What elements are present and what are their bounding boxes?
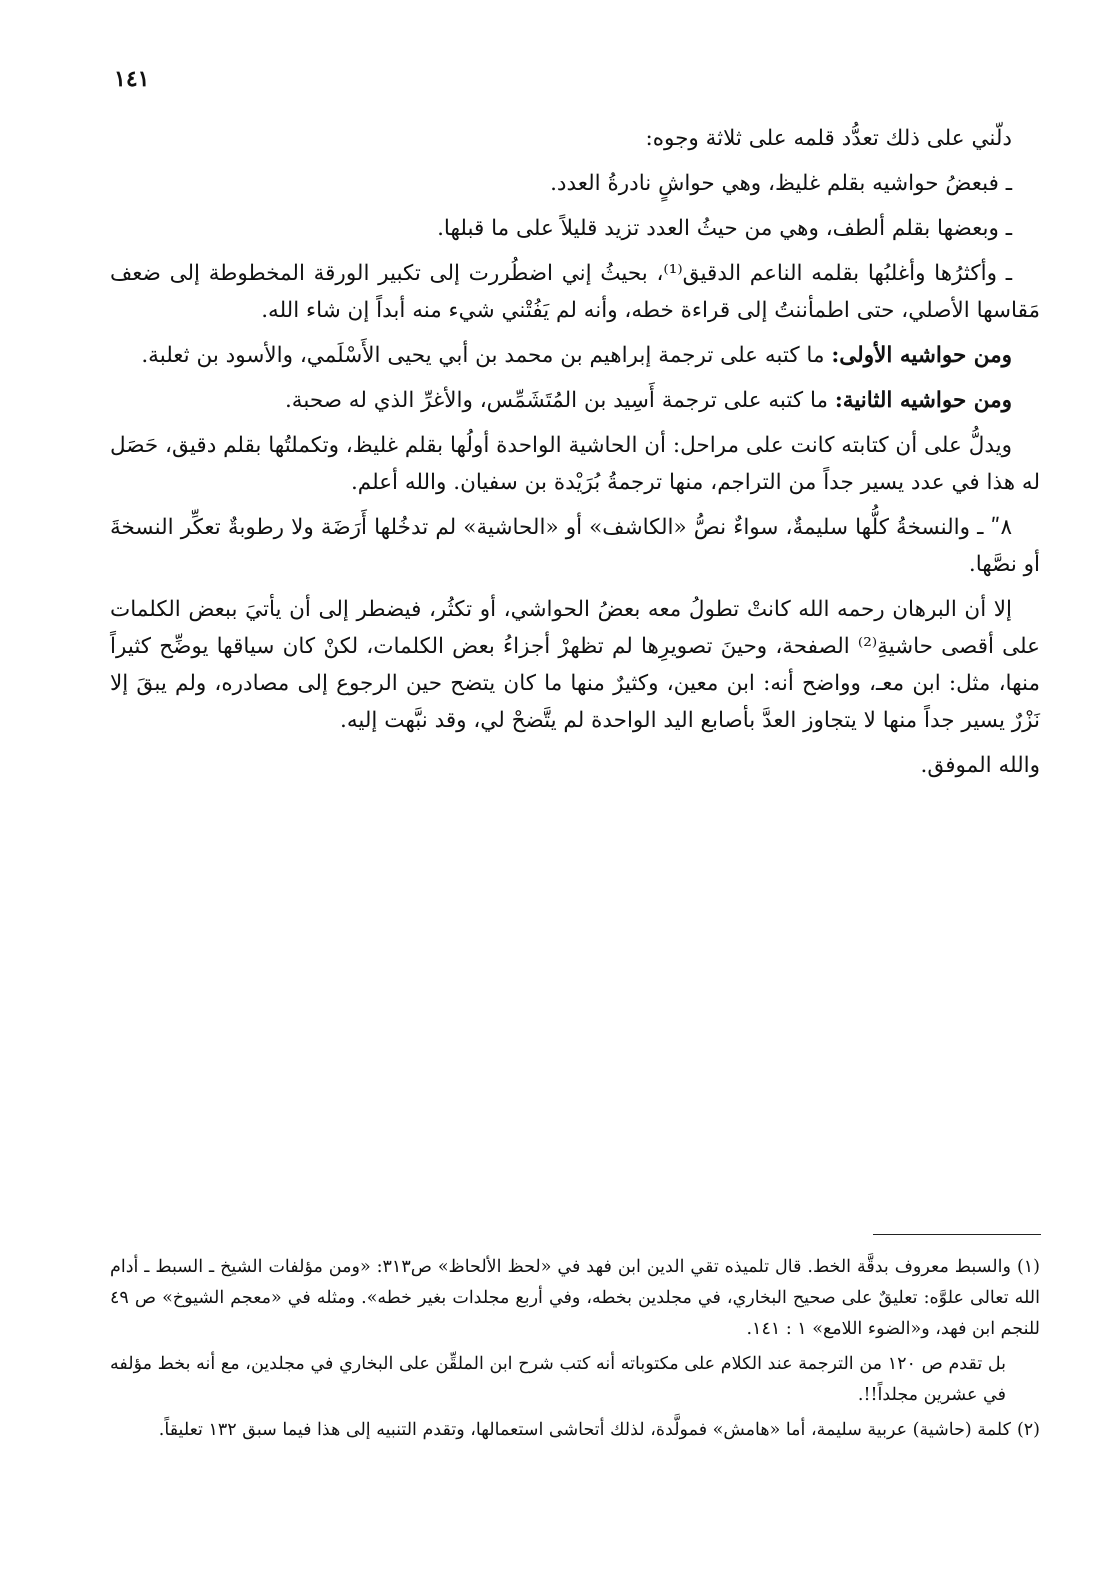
footnote-2 [110, 1415, 1040, 1446]
paragraph-4: ـ وأكثرُها وأغلبُها بقلمه الناعم الدقيق⁽¹⁾، بحيثُ إني اضطُررت إلى تكبير الورقة المخطوطة إلى ضعف مَقاسها الأصلي، حتى اطمأننتُ إلى قراءة خطه، وأنه لم يَفُتْني شيء منه أبداً إن شاء الله. [110, 261, 1040, 323]
paragraph-5-heading: ومن حواشيه الأولى: [831, 343, 1012, 368]
footnote-1 [110, 1252, 1040, 1345]
footnote-1-text: والسبط معروف بدقَّة الخط. قال تلميذه تقي الدين ابن فهد في «لحظ الألحاظ» ص٣١٣: «ومن مؤلفات الشيخ ـ السبط ـ أدام الله تعالى علوَّه: تعليقٌ على صحيح البخاري، في مجلدين بخطه، وفي أربع مجلدات بغير خطه». ومثله في «معجم الشيوخ» ص ٤٩ للنجم ابن فهد، و«الضوء اللامع» ١ : ١٤١. [110, 1257, 1040, 1339]
page-number: ١٤١ [114, 66, 150, 92]
footnote-2-text: كلمة (حاشية) عربية سليمة، أما «هامش» فمولَّدة، لذلك أتحاشى استعمالها، وتقدم التنبيه إلى هذا فيما سبق ١٣٢ تعليقاً. [158, 1420, 1011, 1440]
paragraph-9: إلا أن البرهان رحمه الله كانتْ تطولُ معه بعضُ الحواشي، أو تكثُر، فيضطر إلى أن يأتيَ ببعض الكلمات على أقصى حاشيةِ⁽²⁾ الصفحة، وحينَ تصويرِها لم تظهرْ أجزاءُ بعض الكلمات، لكنْ كان سياقها يوضِّح كثيراً منها، مثل: ابن معـ، وواضح أنه: ابن معين، وكثيرٌ منها ما كان يتضح حين الرجوع إلى مصادره، ولم يبقَ إلا نَزْرٌ يسير جداً منها لا يتجاوز العدَّ بأصابع اليد الواحدة لم يتَّضحْ لي، وقد نبَّهت إليه. [110, 597, 1040, 733]
paragraph-8: ٨ʺ ـ والنسخةُ كلُّها سليمةٌ، سواءٌ نصُّ «الكاشف» أو «الحاشية» لم تدخُلها أَرَضَة ولا رطوبةٌ تعكِّر النسخةَ أو نصَّها. [110, 515, 1040, 577]
paragraph-6-heading: ومن حواشيه الثانية: [834, 388, 1012, 413]
paragraph-5 [110, 337, 1040, 374]
footnote-1-number: (١) [1016, 1257, 1040, 1277]
paragraph-1: دلّني على ذلك تعدُّد قلمه على ثلاثة وجوه: [645, 126, 1012, 151]
paragraph-6 [110, 382, 1040, 419]
paragraph-6-text: ما كتبه على ترجمة أَسِيد بن المُتَشَمِّس، والأغرِّ الذي له صحبة. [284, 388, 835, 413]
paragraph-5-text: ما كتبه على ترجمة إبراهيم بن محمد بن أبي يحيى الأَسْلَمي، والأسود بن ثعلبة. [141, 343, 832, 368]
paragraph-7: ويدلُّ على أن كتابته كانت على مراحل: أن الحاشية الواحدة أولُها بقلم غليظ، وتكملتُها بقلم دقيق، حَصَل له هذا في عدد يسير جداً من التراجم، منها ترجمةُ بُرَيْدة بن سفيان. والله أعلم. [110, 433, 1040, 495]
paragraph-10: والله الموفق. [920, 753, 1040, 778]
footnotes [110, 1252, 1040, 1450]
main-text [110, 120, 1040, 792]
paragraph-2: ـ فبعضُ حواشيه بقلم غليظ، وهي حواشٍ نادرةُ العدد. [550, 171, 1012, 196]
paragraph-3: ـ وبعضها بقلم ألطف، وهي من حيثُ العدد تزيد قليلاً على ما قبلها. [437, 216, 1012, 241]
footnote-1-continuation: بل تقدم ص ١٢٠ من الترجمة عند الكلام على مكتوباته أنه كتب شرح ابن الملقِّن على البخاري في مجلدين، مع أنه بخط مؤلفه في عشرين مجلداً!!. [110, 1354, 1007, 1405]
footnote-divider [873, 1234, 1041, 1235]
footnote-2-number: (٢) [1016, 1420, 1040, 1440]
